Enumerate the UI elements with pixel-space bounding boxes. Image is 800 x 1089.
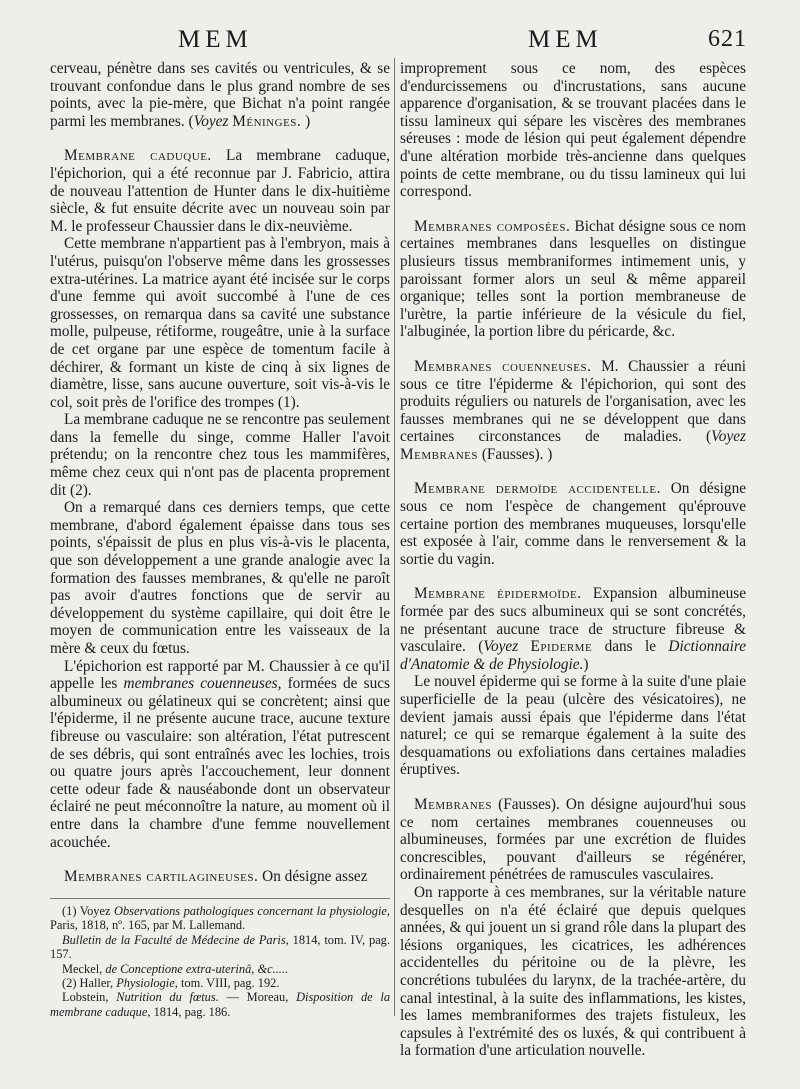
entry-membranes-fausses: Membranes (Fausses). On désigne aujourd'hui sous ce nom certaines membranes couenneuses ou albumineuses, formées par une excrétion de fluides concrescibles, pouvant d'ailleurs se régénérer, ordinairement pénétrées de ramuscules vasculaires. [400,795,747,884]
entry-membranes-couenneuses: Membranes couenneuses. M. Chaussier a réuni sous ce titre l'épiderme & l'épichorion, qui sont des produits réguliers ou naturels de l'organisation, avec les fausses membranes qui ne se développent que dans certaines circonstances de maladies. (Voyez Membranes (Fausses). ) [400,357,746,463]
paragraph-singe: La membrane caduque ne se rencontre pas seulement dans la femelle du singe, comme Haller l'avoit prétendu; on la rencontre chez tous les mammifères, même chez ceux qui n'ont pas de placenta proprement dit (2). [50,411,390,499]
paragraph-improprement: improprement sous ce nom, des espèces d'endurcissemens ou d'incrustations, sans aucune apparence d'organisation, & se trouvant placées dans le tissu lamineux qui sépare les viscères des membranes séreuses : mode de lésion qui peut également dépendre d'une altération morbide très-ancienne dans quelques points de cette membrane, ou du tissu lamineux qui lui correspond. [400,60,746,201]
entry-membrane-caduque: Membrane caduque. La membrane caduque, l'épichorion, qui a été reconnue par J. Fabricio, attira de nouveau l'attention de Hunter dans le dix-huitième siècle, & fut ensuite décrite avec un nouveau soin par M. le professeur Chaussier dans le dix-neuvième. [50,147,391,235]
right-column [400,60,746,1060]
footnotes [50,904,390,1019]
footnote-1: (1) Voyez Observations pathologiques concernant la physiologie, Paris, 1818, nº. 165, par M. Lallemand. [50,904,390,933]
footnote-rule [50,898,390,899]
footnote-1-meckel: Meckel, de Conceptione extra-uterinâ, &c..... [62,961,289,976]
entry-title: Membranes [414,795,492,813]
entry-title: Membrane caduque. [64,147,212,165]
running-head-right: MEM [528,26,603,53]
footnote-1-bulletin: Bulletin de la Faculté de Médecine de Paris, 1814, tom. IV, pag. 157. [50,932,390,962]
entry-title: Membranes cartilagineuses. [64,868,259,886]
paragraph-cerveau: cerveau, pénètre dans ses cavités ou ventricules, & se trouvant confondue dans le plus grand nombre de ses points, avec la pie-mère, que Bichat n'a point rangée parmi les membranes. (Voyez Méninges. ) [50,60,390,130]
footnote-2: (2) Haller, Physiologie, tom. VIII, pag. 192. [62,976,280,991]
entry-membranes-cartilagineuses: Membranes cartilagineuses. On désigne assez [64,868,368,886]
entry-membrane-epidermoide: Membrane épidermoïde. Expansion albumineuse formée par des sucs albumineux qui se sont concrétés, ne présentant aucune trace de structure fibreuse & vasculaire. (Voyez Epiderme dans le Dictionnaire d'Anatomie & de Physiologie.) [400,585,747,673]
paragraph-embryon: Cette membrane n'appartient pas à l'embryon, mais à l'utérus, puisqu'on l'observe même dans les grossesses extra-utérines. La matrice ayant été incisée sur le corps d'une femme qui avoit succombé à l'une de ces grossesses, on remarqua dans sa cavité une substance molle, pulpeuse, rétiforme, rougeâtre, unie à la surface de cet organe par une espèce de tomentum facile à déchirer, & formant un kiste de cinq à six lignes de diamètre, lisse, sans aucune ouverture, soit vis-à-vis le col, soit près de l'orifice des trompes (1). [50,235,390,411]
entry-title: Membranes composées. [414,217,571,235]
column-divider [394,58,395,1016]
left-column [50,60,390,886]
entry-membrane-dermoide: Membrane dermoïde accidentelle. On désigne sous ce nom l'espèce de changement qu'éprouve certaine portion des membranes muqueuses, lorsqu'elle est exposée à l'air, comme dans le renversement & la sortie du vagin. [400,480,747,568]
footnote-2-lobstein: Lobstein, Nutrition du fœtus. — Moreau, Disposition de la membrane caduque, 1814, pag. 186. [50,990,391,1019]
page-number: 621 [708,26,747,52]
entry-title: Membranes couenneuses. [414,357,592,375]
entry-title: Membrane dermoïde accidentelle. [414,480,661,498]
paragraph-epichorion: L'épichorion est rapporté par M. Chaussier à ce qu'il appelle les membranes couenneuses, formées de sucs albumineux ou gélatineux qui se concrètent; ainsi que l'épiderme, il ne présente aucune trace, aucune texture fibreuse ou vasculaire: son altération, l'état putrescent de ses débris, qui sont entraînés avec les lochies, trois ou quatre jours après l'accouchement, leur donnent cette odeur fade & nauséabonde dont un observateur éclairé ne peut méconnoître la nature, au moment où il entre dans la chambre d'une femme nouvellement acouchée. [50,657,390,851]
running-head-left: MEM [178,26,253,53]
paragraph-nouvel-epiderme: Le nouvel épiderme qui se forme à la suite d'une plaie superficielle de la peau (ulcère des vésicatoires), ne devient jamais aussi épais que l'épiderme dans l'état naturel; ce qui se remarque également à la suite des desquamations ou exfoliations dans certaines maladies éruptives. [400,673,746,779]
entry-title: Membrane épidermoïde. [414,585,582,603]
paragraph-placenta: On a remarqué dans ces derniers temps, que cette membrane, d'abord également épaisse dans tous ses points, s'épaissit de plus en plus vis-à-vis le placenta, que son développement a une grande analogie avec la formation des fausses membranes, & qu'elle ne paroît pas avoir d'autres fonctions que de servir au développement du système capillaire, qui doit être le moyen de communication entre les vaisseaux de la mère & ceux du fœtus. [50,499,390,657]
entry-membranes-composees: Membranes composées. Bichat désigne sous ce nom certaines membranes dans lesquelles on distingue plusieurs tissus membraniformes intimement unis, y paroissant former alors un seul & même appareil organique; telles sont la portion membraneuse de l'urètre, la partie inférieure de la vésicule du fiel, l'albuginée, la portion libre du péricarde, &c. [400,217,746,341]
paragraph-rapporte: On rapporte à ces membranes, sur la véritable nature desquelles on n'a été éclairé que depuis quelques années, & qui jouent un si grand rôle dans la plupart des lésions organiques, les cicatrices, les adhérences accidentelles du péritoine ou de la plèvre, les concrétions tubulées du larynx, de la trachée-artère, du canal intestinal, à la suite des inflammations, les kistes, les lames membraniformes des trajets fistuleux, les capsules à l'extrémité des os luxés, & qui contribuent à la formation d'une articulation nouvelle. [400,883,746,1060]
